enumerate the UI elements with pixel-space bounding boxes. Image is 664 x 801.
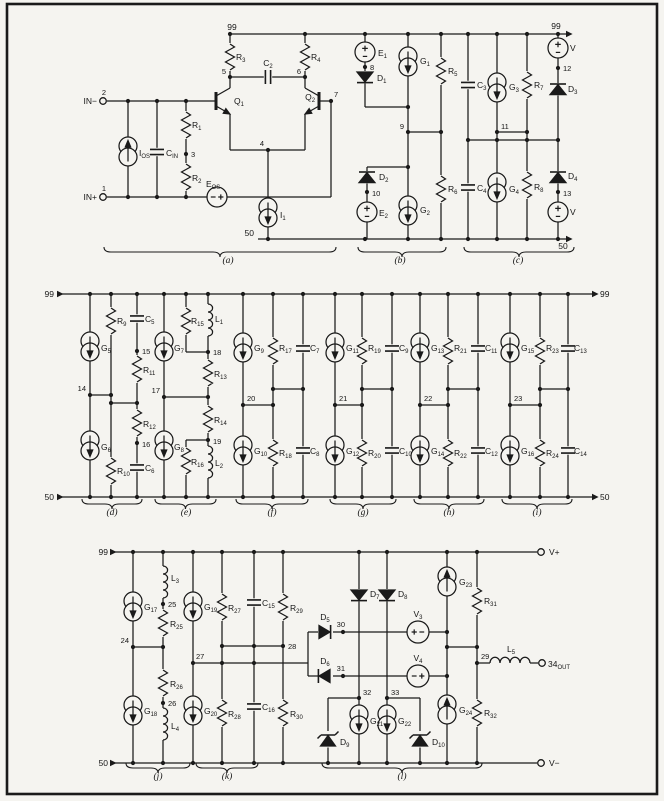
current-source-G24-symbol	[438, 695, 456, 724]
label-nodes-13: 13	[563, 189, 572, 198]
label-nodes-8: 8	[370, 63, 375, 72]
voltage-source-V4-symbol	[407, 665, 429, 687]
label-components-C2: $C_2$	[263, 58, 273, 71]
label-rails-positive: 99	[227, 22, 237, 32]
label-rails-negative: 50	[600, 492, 610, 502]
resistor-R6-symbol	[435, 175, 448, 203]
label-components-R13: $R_{13}$	[214, 369, 227, 382]
diode-D3-symbol	[549, 83, 567, 96]
label-nodes-15: 15	[142, 347, 151, 356]
capacitor-C12-symbol	[470, 446, 486, 454]
inductor-L3-symbol	[161, 566, 168, 598]
section-braces	[82, 247, 574, 773]
capacitor-C9-symbol	[384, 344, 400, 352]
resistor-R8-symbol	[521, 171, 534, 199]
label-components-EOS: $E_{OS}$	[206, 179, 221, 192]
capacitor-C16-symbol	[246, 702, 262, 710]
label-components-D4: $D_4$	[568, 171, 578, 184]
resistor-R29-symbol	[277, 593, 290, 621]
label-components-R26: $R_{26}$	[170, 679, 183, 692]
label-nodes-6: 6	[296, 67, 301, 76]
capacitor-C7-symbol	[295, 344, 311, 352]
label-nodes-24: 24	[120, 636, 129, 645]
label-nodes-21: 21	[339, 394, 348, 403]
current-source-G8-symbol	[155, 431, 173, 460]
label-components-G4: $G_4$	[509, 184, 519, 197]
label-terminals-output: $34_{OUT}$	[548, 659, 571, 672]
resistor-R2-symbol	[180, 163, 193, 191]
rail-arrow-symbol	[110, 549, 117, 556]
label-components-R7: $R_7$	[534, 80, 544, 93]
label-rails-negative: 50	[244, 228, 254, 238]
current-source-G11-symbol	[326, 333, 344, 362]
label-nodes-3: 3	[191, 150, 196, 159]
diode-D8-symbol	[378, 589, 396, 602]
resistor-R7-symbol	[521, 71, 534, 99]
label-terminals-supply: V	[570, 43, 576, 53]
label-components-E1: $E_1$	[378, 48, 387, 61]
label-components-R9: $R_9$	[117, 316, 127, 329]
label-rails-positive: 99	[600, 289, 610, 299]
label-components-R30: $R_{30}$	[290, 709, 303, 722]
current-source-G20-symbol	[184, 696, 202, 725]
label-nodes-19: 19	[213, 437, 222, 446]
label-components-R20: $R_{20}$	[368, 448, 381, 461]
label-components-R14: $R_{14}$	[214, 415, 227, 428]
label-components-L3: $L_3$	[171, 573, 180, 586]
label-sections-l: (l)	[397, 772, 407, 782]
label-nodes-27: 27	[196, 652, 205, 661]
label-components-G24: $G_{24}$	[459, 705, 473, 718]
label-nodes-9: 9	[399, 122, 404, 131]
current-source-G10-symbol	[234, 436, 252, 465]
label-components-R15: $R_{15}$	[191, 316, 204, 329]
label-nodes-33: 33	[391, 688, 400, 697]
label-components-G10: $G_{10}$	[254, 446, 268, 459]
label-components-C8: $C_8$	[310, 446, 320, 459]
resistor-R23-symbol	[534, 337, 547, 365]
label-nodes-25: 25	[168, 600, 177, 609]
label-nodes-2: 2	[101, 88, 107, 97]
label-components-V4: $V_4$	[413, 653, 423, 666]
resistor-R11-symbol	[131, 355, 144, 383]
voltage-source-E1-symbol	[355, 42, 375, 62]
voltage-source-V-symbol	[548, 38, 568, 58]
rail-arrow-symbol	[592, 494, 599, 501]
label-nodes-20: 20	[247, 394, 256, 403]
label-components-L1: $L_1$	[215, 314, 224, 327]
label-components-C9: $C_9$	[399, 343, 409, 356]
current-source-G3-symbol	[488, 73, 506, 102]
label-sections-k: (k)	[221, 772, 233, 782]
rail-arrow-symbol	[57, 494, 64, 501]
resistor-R5-symbol	[435, 57, 448, 85]
label-components-G18: $G_{18}$	[144, 706, 158, 719]
inductor-L5-symbol	[490, 657, 530, 665]
resistor-R27-symbol	[216, 593, 229, 621]
voltage-source-V3-symbol	[407, 621, 429, 643]
label-sections-a: (a)	[222, 256, 234, 266]
current-source-I1-symbol	[259, 198, 277, 227]
resistor-R24-symbol	[534, 439, 547, 467]
label-components-G19: $G_{19}$	[204, 602, 218, 615]
label-nodes-22: 22	[424, 394, 433, 403]
rail-arrow-symbol	[592, 291, 599, 298]
labels	[45, 21, 610, 782]
label-components-G14: $G_{14}$	[431, 446, 445, 459]
label-components-D5: $D_5$	[320, 612, 330, 625]
label-components-G11: $G_{11}$	[346, 343, 359, 356]
label-components-R10: $R_{10}$	[117, 466, 130, 479]
capacitor-C15-symbol	[246, 598, 262, 606]
label-components-C5: $C_5$	[145, 314, 155, 327]
current-source-G12-symbol	[326, 436, 344, 465]
rail-arrow-symbol	[110, 760, 117, 767]
label-components-D2: $D_2$	[379, 172, 389, 185]
label-nodes-16: 16	[142, 440, 151, 449]
label-components-R32: $R_{32}$	[484, 708, 497, 721]
label-components-R8: $R_8$	[534, 182, 544, 195]
label-components-R28: $R_{28}$	[228, 709, 241, 722]
label-nodes-5: 5	[221, 67, 226, 76]
label-components-D6: $D_6$	[320, 656, 330, 669]
inductor-L4-symbol	[161, 708, 168, 740]
terminal-in_plus-symbol	[100, 194, 107, 201]
resistor-R12-symbol	[131, 409, 144, 437]
label-components-R29: $R_{29}$	[290, 603, 303, 616]
label-sections-h: (h)	[443, 508, 455, 518]
label-components-G13: $G_{13}$	[431, 343, 445, 356]
label-sections-d: (d)	[106, 508, 118, 518]
label-components-G3: $G_3$	[509, 82, 519, 95]
label-rails-negative: 50	[98, 758, 108, 768]
resistor-R10-symbol	[105, 457, 118, 485]
label-components-G20: $G_{20}$	[204, 706, 218, 719]
label-components-D9: $D_9$	[340, 737, 350, 750]
label-components-R6: $R_6$	[448, 184, 458, 197]
label-components-Q2: $Q_2$	[305, 92, 315, 105]
label-terminals-supply: V	[570, 207, 576, 217]
zener-diode-D10-symbol	[410, 731, 431, 748]
diode-D4-symbol	[549, 171, 567, 184]
label-nodes-32: 32	[363, 688, 372, 697]
resistor-R9-symbol	[105, 307, 118, 335]
label-components-L4: $L_4$	[171, 721, 180, 734]
current-source-G23-symbol	[438, 567, 456, 596]
terminal-v_minus-symbol	[538, 760, 545, 767]
diode-D6-symbol	[318, 668, 333, 684]
label-components-G5: $G_5$	[101, 343, 111, 356]
current-source-G5-symbol	[81, 332, 99, 361]
label-components-R17: $R_{17}$	[279, 343, 292, 356]
label-components-L2: $L_2$	[215, 458, 224, 471]
resistor-R18-symbol	[267, 439, 280, 467]
label-components-C14: $C_{14}$	[574, 446, 587, 459]
label-components-C7: $C_7$	[310, 343, 320, 356]
label-nodes-14: 14	[77, 384, 86, 393]
capacitor-C6-symbol	[129, 463, 145, 471]
label-sections-c: (c)	[512, 256, 524, 266]
label-components-D7: $D_7$	[370, 589, 380, 602]
label-components-D8: $D_8$	[398, 589, 408, 602]
resistor-R30-symbol	[277, 699, 290, 727]
label-components-G2: $G_2$	[420, 205, 430, 218]
transistor-Q1-symbol	[216, 88, 231, 116]
label-nodes-18: 18	[213, 348, 222, 357]
label-components-R1: $R_1$	[192, 120, 202, 133]
diode-D5-symbol	[318, 624, 333, 640]
label-sections-j: (j)	[153, 772, 163, 782]
label-nodes-30: 30	[336, 620, 345, 629]
label-sections-b: (b)	[394, 256, 406, 266]
label-components-D1: $D_1$	[377, 73, 387, 86]
label-components-C15: $C_{15}$	[262, 598, 275, 611]
inductor-L2-symbol	[206, 446, 213, 478]
current-source-G14-symbol	[411, 436, 429, 465]
label-rails-positive: 99	[98, 547, 108, 557]
label-components-G15: $G_{15}$	[521, 343, 535, 356]
label-nodes-28: 28	[288, 642, 297, 651]
label-components-R12: $R_{12}$	[143, 419, 156, 432]
label-components-C16: $C_{16}$	[262, 702, 275, 715]
resistor-R13-symbol	[202, 359, 215, 387]
resistor-R17-symbol	[267, 337, 280, 365]
label-components-C12: $C_{12}$	[485, 446, 498, 459]
label-components-G8: $G_8$	[174, 442, 184, 455]
label-nodes-29: 29	[481, 652, 490, 661]
resistor-R25-symbol	[157, 609, 170, 637]
capacitor-C4-symbol	[460, 183, 476, 191]
label-nodes-7: 7	[334, 90, 339, 99]
label-components-C13: $C_{13}$	[574, 343, 587, 356]
label-components-R19: $R_{19}$	[368, 343, 381, 356]
label-sections-g: (g)	[357, 508, 369, 518]
label-components-R22: $R_{22}$	[454, 448, 467, 461]
current-source-G1-symbol	[399, 47, 417, 76]
current-source-G13-symbol	[411, 333, 429, 362]
resistor-R32-symbol	[471, 699, 484, 727]
capacitor-C3-symbol	[460, 81, 476, 89]
terminal-v_plus-symbol	[538, 549, 545, 556]
label-components-G12: $G_{12}$	[346, 446, 360, 459]
current-source-G16-symbol	[501, 436, 519, 465]
label-components-I1: $I_1$	[280, 210, 286, 223]
current-source-G6-symbol	[81, 431, 99, 460]
label-components-E2: $E_2$	[379, 208, 388, 221]
current-source-G2-symbol	[399, 196, 417, 225]
capacitor-C11-symbol	[470, 344, 486, 352]
current-source-G4-symbol	[488, 173, 506, 202]
voltage-source-E2-symbol	[357, 202, 377, 222]
current-source-G17-symbol	[124, 592, 142, 621]
label-terminals-v_plus: V+	[549, 547, 560, 557]
capacitor-CIN-symbol	[149, 148, 165, 156]
label-components-G1: $G_1$	[420, 56, 430, 69]
label-terminals-in_plus: IN+	[83, 192, 97, 202]
rail-arrow-symbol	[57, 291, 64, 298]
label-components-L5: $L_5$	[506, 644, 516, 657]
label-components-R31: $R_{31}$	[484, 596, 497, 609]
current-source-G15-symbol	[501, 333, 519, 362]
label-components-R21: $R_{21}$	[454, 343, 467, 356]
current-source-G18-symbol	[124, 696, 142, 725]
label-sections-e: (e)	[180, 508, 192, 518]
resistor-R14-symbol	[202, 405, 215, 433]
current-source-G22-symbol	[378, 705, 396, 734]
label-nodes-11: 11	[501, 122, 509, 131]
resistor-R31-symbol	[471, 587, 484, 615]
label-nodes-26: 26	[168, 699, 177, 708]
label-rails-positive: 99	[44, 289, 54, 299]
rail-arrow-symbol	[566, 31, 573, 38]
capacitor-C10-symbol	[384, 446, 400, 454]
label-components-CIN: $C_{IN}$	[166, 148, 179, 161]
label-components-G7: $G_7$	[174, 343, 184, 356]
label-components-R2: $R_2$	[192, 173, 202, 186]
label-components-R3: $R_3$	[236, 52, 246, 65]
label-components-C6: $C_6$	[145, 463, 155, 476]
label-nodes-10: 10	[372, 189, 381, 198]
label-components-R4: $R_4$	[311, 52, 321, 65]
current-source-IOS-symbol	[119, 137, 137, 166]
label-components-R23: $R_{23}$	[546, 343, 559, 356]
label-components-C3: $C_3$	[477, 80, 487, 93]
inductor-L1-symbol	[206, 304, 213, 336]
current-source-G19-symbol	[184, 592, 202, 621]
label-components-R24: $R_{24}$	[546, 448, 559, 461]
label-sections-i: (i)	[532, 508, 542, 518]
capacitor-C2-symbol	[264, 69, 272, 85]
label-components-G21: $G_{21}$	[370, 716, 384, 729]
label-components-G17: $G_{17}$	[144, 602, 158, 615]
label-components-G22: $G_{22}$	[398, 716, 412, 729]
diode-D1-symbol	[356, 71, 374, 84]
diode-D2-symbol	[358, 171, 376, 184]
capacitor-C8-symbol	[295, 446, 311, 454]
label-components-R25: $R_{25}$	[170, 619, 183, 632]
label-components-G16: $G_{16}$	[521, 446, 535, 459]
current-source-G21-symbol	[350, 705, 368, 734]
label-components-G9: $G_9$	[254, 343, 264, 356]
label-nodes-12: 12	[563, 64, 572, 73]
label-components-D10: $D_{10}$	[432, 737, 445, 750]
label-nodes-31: 31	[336, 664, 345, 673]
label-components-G6: $G_6$	[101, 442, 111, 455]
voltage-source-V-symbol	[548, 202, 568, 222]
label-components-D3: $D_3$	[568, 84, 578, 97]
resistor-R26-symbol	[157, 669, 170, 697]
label-components-Q1: $Q_1$	[234, 96, 244, 109]
current-source-G9-symbol	[234, 333, 252, 362]
zener-diode-D9-symbol	[318, 731, 339, 748]
capacitor-C5-symbol	[129, 314, 145, 322]
label-components-V3: $V_3$	[413, 609, 423, 622]
label-components-C4: $C_4$	[477, 183, 487, 196]
resistor-R28-symbol	[216, 699, 229, 727]
terminal-out-symbol	[539, 660, 546, 667]
resistor-R1-symbol	[180, 111, 193, 139]
label-components-R11: $R_{11}$	[143, 365, 156, 378]
diode-D7-symbol	[350, 589, 368, 602]
label-sections-f: (f)	[267, 508, 277, 518]
label-rails-negative: 50	[44, 492, 54, 502]
label-components-R27: $R_{27}$	[228, 603, 241, 616]
label-terminals-in_minus: IN−	[83, 96, 97, 106]
current-source-G7-symbol	[155, 332, 173, 361]
label-components-IOS: $I_{OS}$	[139, 148, 150, 161]
label-nodes-4: 4	[259, 139, 264, 148]
junction-dots	[88, 32, 570, 765]
label-components-R18: $R_{18}$	[279, 448, 292, 461]
label-nodes-1: 1	[101, 184, 107, 193]
label-components-C10: $C_{10}$	[399, 446, 412, 459]
label-components-R16: $R_{16}$	[191, 457, 204, 470]
terminal-in_minus-symbol	[100, 98, 107, 105]
label-rails-positive: 99	[551, 21, 561, 31]
label-components-C11: $C_{11}$	[485, 343, 498, 356]
label-nodes-17: 17	[151, 386, 160, 395]
label-rails-negative: 50	[558, 241, 568, 251]
label-nodes-23: 23	[514, 394, 523, 403]
label-components-R5: $R_5$	[448, 66, 458, 79]
label-components-G23: $G_{23}$	[459, 577, 473, 590]
label-terminals-v_minus: V−	[549, 758, 560, 768]
